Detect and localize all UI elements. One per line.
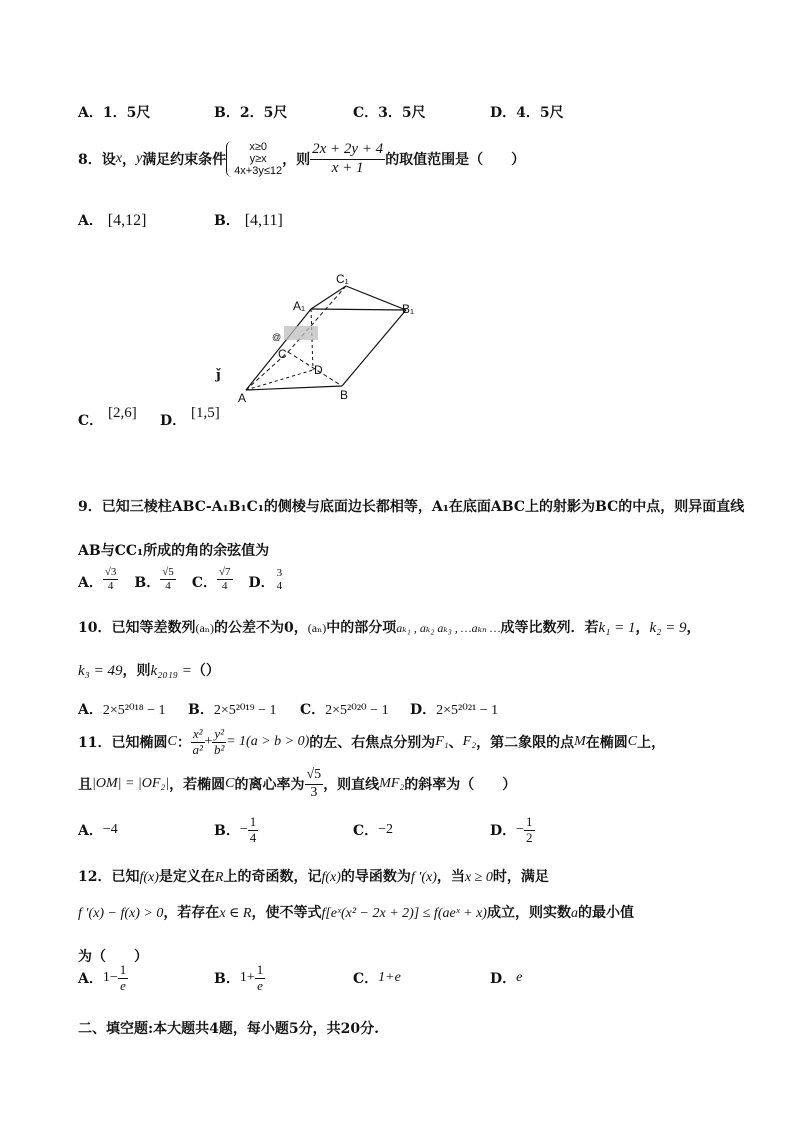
section-2-heading: 二、填空题:本大题共4题，每小题5分，共20分. (78, 1021, 380, 1037)
q11-l2-post: 的斜率为（ ） (404, 777, 517, 793)
q12-option-b-num: 1 (256, 961, 264, 977)
q12-fx: f(x) (139, 870, 159, 885)
q11-f1: F₁ (435, 734, 449, 749)
q12-mid1: 是定义在 (158, 869, 215, 885)
q8-option-c (78, 405, 137, 430)
q7-option-b: B．2．5尺 (214, 105, 288, 121)
q12-option-c-label: C． (353, 971, 379, 987)
q11-dun: 、 (448, 735, 463, 751)
q10-option-b-value: 2×5²⁰¹⁹ − 1 (213, 703, 277, 718)
q12-option-b-label: B． (214, 971, 240, 987)
q8-option-b (214, 210, 283, 230)
figure-mark: ǰ (216, 368, 221, 383)
q12-cond: x ≥ 0 (464, 870, 493, 885)
q11-option-b-label: B． (214, 823, 240, 839)
q8-comma: ， (121, 152, 136, 168)
q11-option-b (214, 810, 258, 850)
q11-e-num: √5 (305, 767, 324, 784)
q9-option-a (78, 566, 118, 592)
q12-l2-a: ，若存在 (163, 905, 220, 921)
q11-f2: F₂ (462, 734, 477, 749)
q8-option-a (78, 210, 146, 230)
q8-option-c-value: [2,6] (108, 405, 137, 421)
q11-option-d-den: 2 (526, 829, 533, 845)
q11-eccentricity (305, 767, 324, 800)
q10-option-d-value: 2×5²⁰²¹ − 1 (436, 703, 499, 718)
label-d: D (314, 363, 323, 377)
q11-prefix: 11．已知椭圆 (78, 735, 168, 751)
q10-sep: ， (635, 620, 650, 636)
q9-option-d-den: 4 (276, 579, 283, 592)
blurred-patch (284, 326, 318, 340)
q12-option-b-pre: 1+ (239, 970, 255, 985)
q12-a: a (570, 906, 578, 921)
q12-l2-d: 的最小值 (577, 905, 634, 921)
q11-option-d (490, 810, 535, 850)
q11-c3: C (225, 776, 235, 791)
label-a: A (238, 391, 247, 405)
q8-var-x: x (115, 151, 122, 166)
q11-b2: b² (214, 741, 225, 757)
label-c1: C₁ (336, 272, 349, 286)
q12-mid2: 上的奇函数，记 (223, 869, 322, 885)
q11-option-b-num: 1 (249, 813, 257, 829)
q9-option-b-den: 4 (165, 579, 171, 592)
q11-post: ，第二象限的点 (476, 735, 575, 751)
q11-om-eq: |OM| = |OF₂| (92, 776, 170, 791)
q11-ellipse-c: C (167, 734, 177, 749)
q8-option-a-value: [4,12] (107, 212, 147, 229)
q11-mid: 的左、右焦点分别为 (309, 735, 436, 751)
q8-var-y: y (135, 151, 143, 166)
q8-option-b-label: B． (214, 213, 240, 229)
label-b1: B₁ (402, 302, 415, 316)
q10-line-2 (78, 660, 220, 680)
q10-option-c (300, 699, 389, 719)
q12-line-2 (78, 902, 634, 922)
q10-terms: aₖ₁ , aₖ₂ aₖ₃ , …aₖₙ … (396, 621, 501, 635)
q12-big-ineq: f[eˣ(x² − 2x + 2)] ≤ f(aeˣ + x) (321, 906, 487, 921)
q8-fraction-numerator: 2x + 2y + 4 (310, 141, 385, 159)
q9-option-d-frac (275, 567, 285, 592)
q12-option-a-num: 1 (119, 961, 127, 977)
q10-option-a-label: A． (78, 702, 103, 718)
q12-option-a-den: e (120, 977, 126, 993)
q12-r: R (214, 870, 224, 885)
q12-option-a-label: A． (78, 971, 103, 987)
q10-option-b-label: B． (188, 702, 214, 718)
prism-figure (236, 268, 426, 408)
q9-option-d-label: D． (248, 575, 275, 592)
q9-option-c-den: 4 (221, 579, 228, 592)
q11-l2-pre: 且 (78, 777, 92, 793)
label-a1: A₁ (293, 299, 306, 313)
q9-option-a-label: A． (78, 575, 103, 592)
q11-frac-y (212, 727, 226, 758)
q11-frac-x (191, 727, 205, 758)
q12-option-d-value: e (516, 970, 523, 985)
q11-m: M (574, 734, 586, 749)
q9-option-b-label: B． (134, 575, 161, 592)
q11-colon: ： (176, 735, 191, 751)
q10-line-1 (78, 617, 701, 637)
q8-then: ，则 (282, 152, 311, 168)
q10-option-b (188, 699, 277, 719)
q11-option-c-label: C． (353, 823, 379, 839)
q12-option-b (214, 958, 265, 998)
q12-fpx: f ′(x) (410, 870, 437, 885)
q11-mf2: MF₂ (379, 776, 405, 791)
q9-options (78, 566, 284, 592)
q8-option-d-label: D． (160, 413, 187, 429)
q11-option-a (78, 810, 118, 850)
q9-option-c-num: √7 (218, 566, 231, 578)
q8-option-d-value: [1,5] (191, 405, 220, 421)
q9-option-c-frac (217, 566, 233, 592)
q11-option-c-value: −2 (378, 822, 394, 837)
q12-option-c (353, 958, 401, 998)
q8-constraint-3: 4x+3y≤12 (234, 165, 283, 177)
q7-option-c: C．3．5尺 (353, 105, 426, 121)
q11-l2-e: 的离心率为 (234, 777, 305, 793)
q12-option-b-frac (255, 963, 266, 994)
q12-l2-c: 成立，则实数 (486, 905, 571, 921)
q11-line-2 (78, 762, 516, 806)
q8-constraint-system (226, 141, 282, 177)
q8-option-d (160, 405, 220, 430)
q12-option-d (490, 958, 522, 998)
q11-option-a-value: −4 (102, 822, 118, 837)
q10-k2019: k₂₀₁₉ = (150, 663, 192, 679)
q8-option-c-label: C． (78, 413, 104, 429)
q11-equation: = 1(a > b > 0) (226, 734, 310, 749)
q10-text-e: ，则 (122, 663, 151, 679)
q9-option-b (134, 566, 175, 592)
q11-c2: C (627, 734, 638, 749)
q10-text-c: 中的部分项 (326, 620, 397, 636)
q10-option-d-label: D． (410, 702, 437, 718)
q12-l2-b: ，使不等式 (251, 905, 322, 921)
q8-fraction (310, 141, 385, 177)
q12-line-1 (78, 866, 549, 886)
q8-prefix: 8．设 (78, 152, 116, 168)
q10-option-a-value: 2×5²⁰¹⁸ − 1 (102, 703, 166, 718)
q12-xr: x ∈ R (219, 906, 252, 921)
q9-option-a-den: 4 (107, 579, 114, 592)
q10-option-c-value: 2×5²⁰²⁰ − 1 (325, 703, 389, 718)
q11-e-den: 3 (310, 784, 318, 800)
q11-line-1 (78, 720, 665, 764)
q11-up: 上， (637, 735, 666, 751)
q10-k1: k₁ = 1 (598, 620, 636, 636)
q12-fx2: f(x) (321, 870, 341, 885)
q11-option-b-den: 4 (249, 829, 257, 845)
q8-option-b-value: [4,11] (244, 212, 283, 229)
q12-mid3: 的导函数为 (340, 869, 411, 885)
q10-text-d: 成等比数列．若 (500, 620, 599, 636)
q8-constraint-text: 满足约束条件 (142, 152, 227, 168)
q10-seq-2: (aₙ) (307, 621, 327, 635)
question-8 (78, 137, 525, 181)
q8-option-a-label: A． (78, 213, 103, 229)
q11-l2-mid: ，若椭圆 (169, 777, 226, 793)
q9-option-a-num: √3 (104, 566, 117, 578)
q10-paren: （） (191, 663, 220, 679)
q11-option-a-label: A． (78, 823, 103, 839)
q11-option-d-frac (524, 815, 535, 846)
q12-mid5: 时，满足 (492, 869, 549, 885)
q11-option-c (353, 810, 393, 850)
q12-option-b-den: e (257, 977, 263, 993)
q12-option-a-frac (118, 963, 129, 994)
q9-line-1: 9．已知三棱柱ABC-A₁B₁C₁的侧棱与底面边长都相等，A₁在底面ABC上的射影为BC的中点，则异面直线 (78, 499, 745, 515)
q11-y2: y² (214, 725, 225, 741)
q10-option-d (410, 699, 498, 719)
q10-text-b: 的公差不为0， (214, 620, 308, 636)
q8-fraction-denominator: x + 1 (331, 159, 364, 176)
q12-option-d-label: D． (490, 971, 517, 987)
q7-option-a: A．1．5尺 (78, 105, 151, 121)
q12-option-a (78, 958, 128, 998)
q10-k2: k₂ = 9 (649, 620, 687, 636)
q8-constraint-1: x≥0 (249, 141, 267, 153)
q9-option-d (249, 567, 285, 592)
q11-a2: a² (192, 741, 203, 757)
q10-text-a: 10．已知等差数列 (78, 620, 196, 636)
q9-option-b-num: √5 (162, 566, 174, 578)
q8-suffix: 的取值范围是（ ） (385, 152, 526, 168)
q8-constraint-2: y≥x (249, 153, 267, 165)
q7-option-d: D．4．5尺 (490, 105, 564, 121)
q12-option-c-value: 1+e (378, 970, 401, 985)
q11-option-b-sign: − (239, 822, 248, 837)
q9-option-b-frac (160, 566, 176, 592)
q10-option-a (78, 699, 166, 719)
q10-tail: ， (686, 620, 701, 636)
q12-mid4: ，当 (436, 869, 465, 885)
label-at: @ (272, 332, 282, 342)
q9-line-2: AB与CC₁所成的角的余弦值为 (78, 543, 270, 559)
q9-option-c-label: C． (191, 575, 217, 592)
q11-plus: + (204, 734, 213, 749)
q12-ineq: f ′(x) − f(x) > 0 (78, 906, 164, 921)
q12-line-3: 为（ ） (78, 949, 148, 965)
q11-option-b-frac (248, 815, 259, 846)
q11-in: 在椭圆 (585, 735, 628, 751)
q11-l2-then: ，则直线 (323, 777, 380, 793)
q9-option-c (192, 566, 233, 592)
q10-seq-1: (aₙ) (195, 621, 214, 635)
q11-option-d-label: D． (490, 823, 517, 839)
q12-option-a-pre: 1− (102, 970, 118, 985)
label-c: C (278, 347, 287, 361)
q9-option-d-num: 3 (276, 567, 283, 579)
q10-k3: k₃ = 49 (78, 663, 123, 679)
q11-option-d-num: 1 (526, 813, 533, 829)
q11-option-d-sign: − (516, 822, 525, 837)
q11-x2: x² (192, 725, 203, 741)
q9-option-a-frac (103, 566, 119, 592)
q10-option-c-label: C． (300, 702, 326, 718)
label-b: B (340, 388, 349, 402)
q12-prefix: 12．已知 (78, 869, 140, 885)
